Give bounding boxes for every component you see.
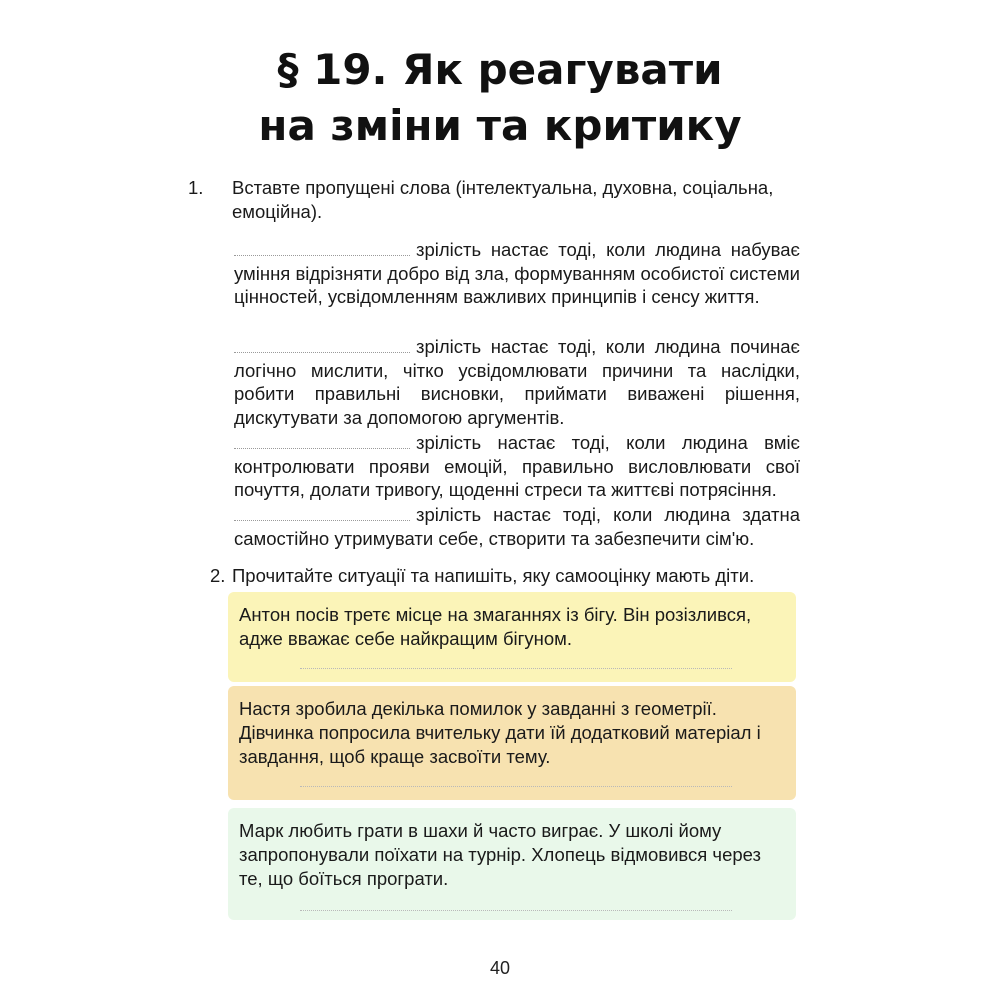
page-title [0,42,1000,154]
fill-in-text: зрілість настає тоді, коли людина набуває уміння відрізняти добро від зла, формуванням особистої системи цінностей, усвідомленням важливих принципів і сенсу життя. [234,239,800,307]
task-1-instruction: Вставте пропущені слова (інтелектуальна, духовна, соціальна, емоційна). [232,177,774,222]
task-2-header [210,564,800,588]
answer-blank[interactable] [234,338,410,353]
fill-in-text: зрілість настає тоді, коли людина здатна самостійно утримувати себе, створити та забезпечити сім'ю. [234,504,800,549]
task-2-instruction: Прочитайте ситуації та напишіть, яку самооцінку мають діти. [232,565,755,586]
fill-in-text: зрілість настає тоді, коли людина починає логічно мислити, чітко усвідомлювати причини та наслідки, робити правильні висновки, приймати виважені рішення, дискутувати за допомогою аргументів. [234,336,800,428]
situation-box-nastia [228,686,796,800]
title-line-1: § 19. Як реагувати [277,45,723,94]
task-2-number: 2. [210,565,226,586]
fill-in-item [234,238,800,309]
fill-in-item [234,431,800,502]
answer-line[interactable] [300,668,732,669]
fill-in-item [234,335,800,429]
fill-in-item [234,503,800,550]
page-number: 40 [489,958,511,978]
answer-blank[interactable] [234,434,410,449]
situation-box-anton [228,592,796,682]
situation-text: Настя зробила декілька помилок у завданні з геометрії. Дівчинка попросила вчительку дати їй додатковий матеріал і завдання, щоб краще засвоїти тему. [239,698,761,767]
situation-text: Марк любить грати в шахи й часто виграє. У школі йому запропонували поїхати на турнір. Хлопець відмовився через те, що боїться програти. [239,820,762,889]
answer-line[interactable] [300,910,732,911]
task-1-header [188,176,800,224]
task-1-number: 1. [188,177,204,198]
situation-text: Антон посів третє місце на змаганнях із бігу. Він розізлився, адже вважає себе найкращим бігуном. [239,604,752,649]
fill-in-text: зрілість настає тоді, коли людина вміє контролювати прояви емоцій, правильно висловлювати свої почуття, долати тривогу, щоденні стреси та життєві потрясіння. [234,432,800,500]
situation-box-mark [228,808,796,920]
answer-line[interactable] [300,786,732,787]
task-1-instruction-block [188,176,800,224]
title-line-2: на зміни та критику [258,101,742,150]
answer-blank[interactable] [234,506,410,521]
answer-blank[interactable] [234,241,410,256]
